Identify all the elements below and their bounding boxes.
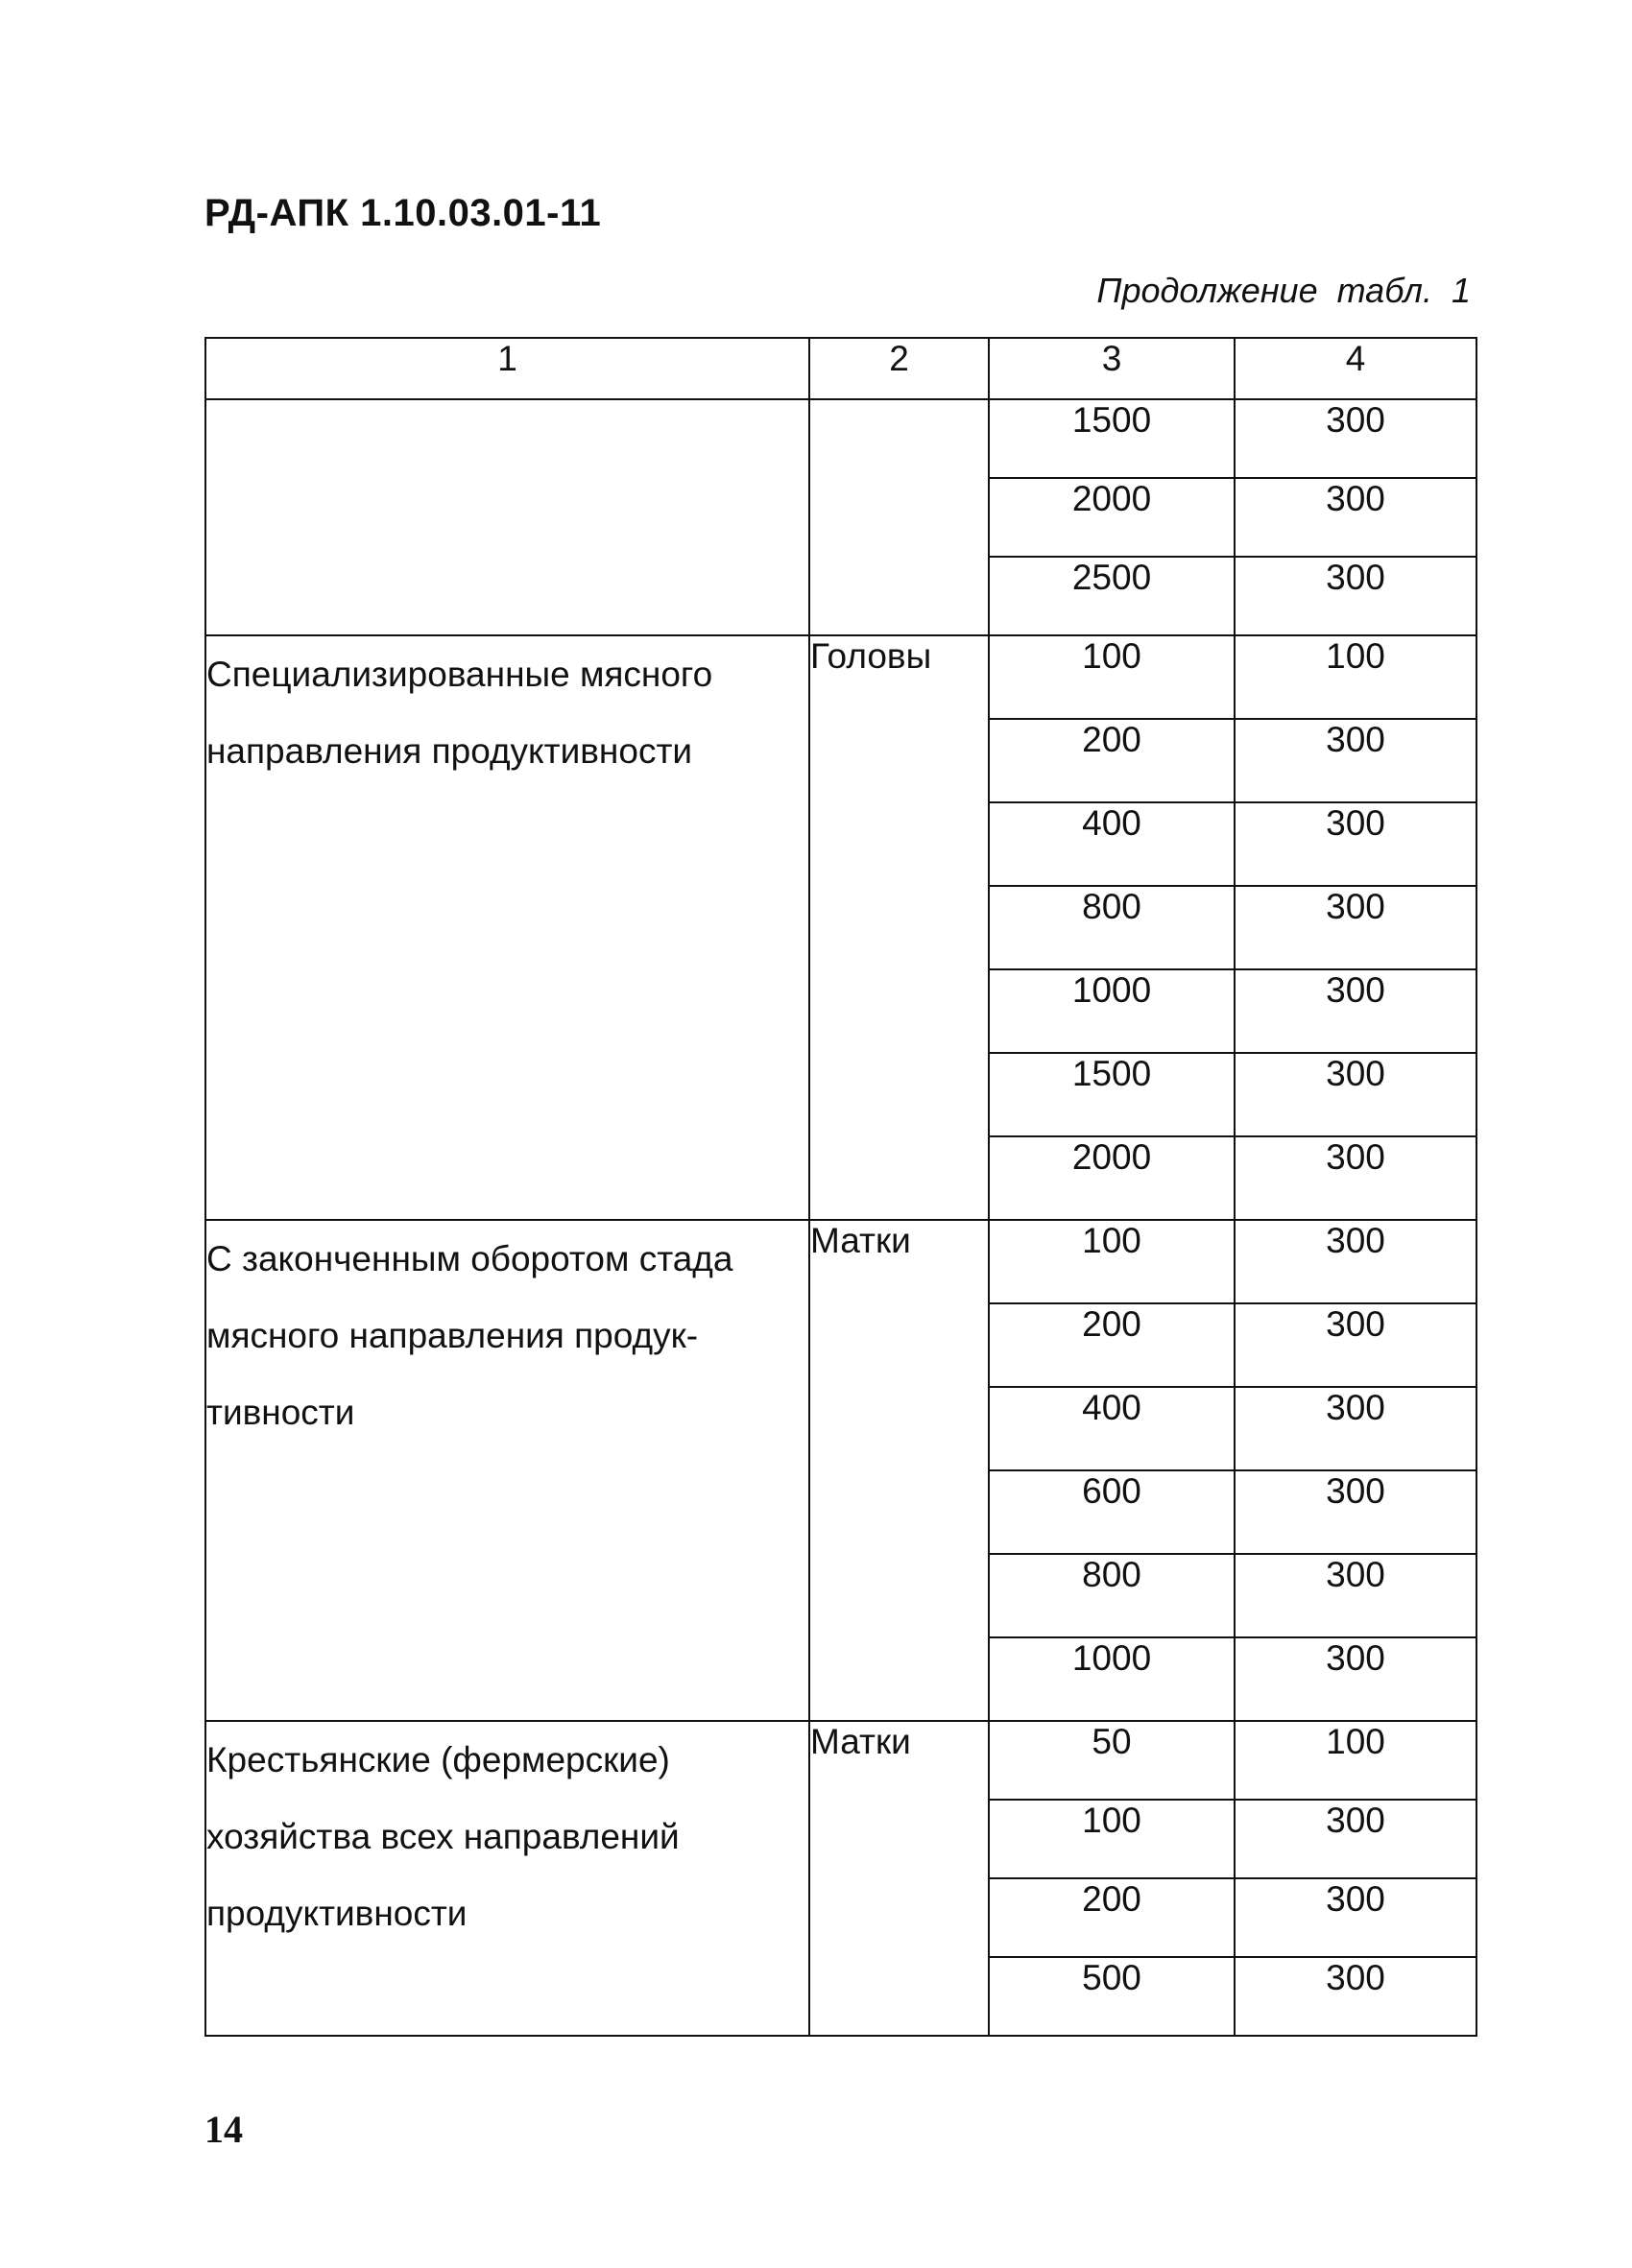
value-cell: 100 [1235, 635, 1476, 719]
capacity-cell: 800 [989, 1554, 1235, 1637]
unit-label [809, 399, 989, 635]
norms-table [204, 337, 1477, 2037]
column-header: 1 [205, 338, 809, 399]
value-cell: 300 [1235, 1053, 1476, 1136]
value-cell: 300 [1235, 969, 1476, 1053]
value-cell: 300 [1235, 1303, 1476, 1387]
capacity-cell: 600 [989, 1470, 1235, 1554]
group-label: Крестьянские (фермерские) хозяйства всех направлений продуктивности [205, 1721, 809, 2036]
value-cell: 300 [1235, 1637, 1476, 1721]
capacity-cell: 1000 [989, 969, 1235, 1053]
value-cell: 300 [1235, 886, 1476, 969]
column-header: 3 [989, 338, 1235, 399]
table-row [205, 1220, 1476, 1303]
column-header: 2 [809, 338, 989, 399]
capacity-cell: 800 [989, 886, 1235, 969]
unit-label: Головы [809, 635, 989, 1220]
table-header-row [205, 338, 1476, 399]
value-cell: 300 [1235, 1800, 1476, 1878]
unit-label: Матки [809, 1220, 989, 1721]
capacity-cell: 400 [989, 1387, 1235, 1470]
capacity-cell: 200 [989, 719, 1235, 802]
capacity-cell: 2000 [989, 1136, 1235, 1220]
column-header: 4 [1235, 338, 1476, 399]
value-cell: 300 [1235, 1470, 1476, 1554]
capacity-cell: 2000 [989, 478, 1235, 557]
value-cell: 100 [1235, 1721, 1476, 1800]
capacity-cell: 100 [989, 1800, 1235, 1878]
value-cell: 300 [1235, 1878, 1476, 1957]
page-number: 14 [204, 2108, 243, 2151]
capacity-cell: 500 [989, 1957, 1235, 2036]
capacity-cell: 100 [989, 635, 1235, 719]
capacity-cell: 2500 [989, 557, 1235, 635]
table-row [205, 1721, 1476, 1800]
value-cell: 300 [1235, 1220, 1476, 1303]
group-label [205, 399, 809, 635]
table-continuation-caption: Продолжение табл. 1 [1096, 271, 1471, 310]
capacity-cell: 200 [989, 1303, 1235, 1387]
table-row [205, 399, 1476, 478]
value-cell: 300 [1235, 557, 1476, 635]
value-cell: 300 [1235, 802, 1476, 886]
unit-label: Матки [809, 1721, 989, 2036]
value-cell: 300 [1235, 719, 1476, 802]
capacity-cell: 1500 [989, 399, 1235, 478]
value-cell: 300 [1235, 1957, 1476, 2036]
value-cell: 300 [1235, 478, 1476, 557]
value-cell: 300 [1235, 399, 1476, 478]
table-row [205, 635, 1476, 719]
group-label: Специализированные мясного направления продуктивности [205, 635, 809, 1220]
document-code: РД-АПК 1.10.03.01-11 [204, 192, 602, 234]
capacity-cell: 50 [989, 1721, 1235, 1800]
group-label: С законченным оборотом стада мясного направления продук-тивности [205, 1220, 809, 1721]
capacity-cell: 1000 [989, 1637, 1235, 1721]
value-cell: 300 [1235, 1554, 1476, 1637]
capacity-cell: 1500 [989, 1053, 1235, 1136]
capacity-cell: 400 [989, 802, 1235, 886]
value-cell: 300 [1235, 1387, 1476, 1470]
value-cell: 300 [1235, 1136, 1476, 1220]
capacity-cell: 200 [989, 1878, 1235, 1957]
capacity-cell: 100 [989, 1220, 1235, 1303]
